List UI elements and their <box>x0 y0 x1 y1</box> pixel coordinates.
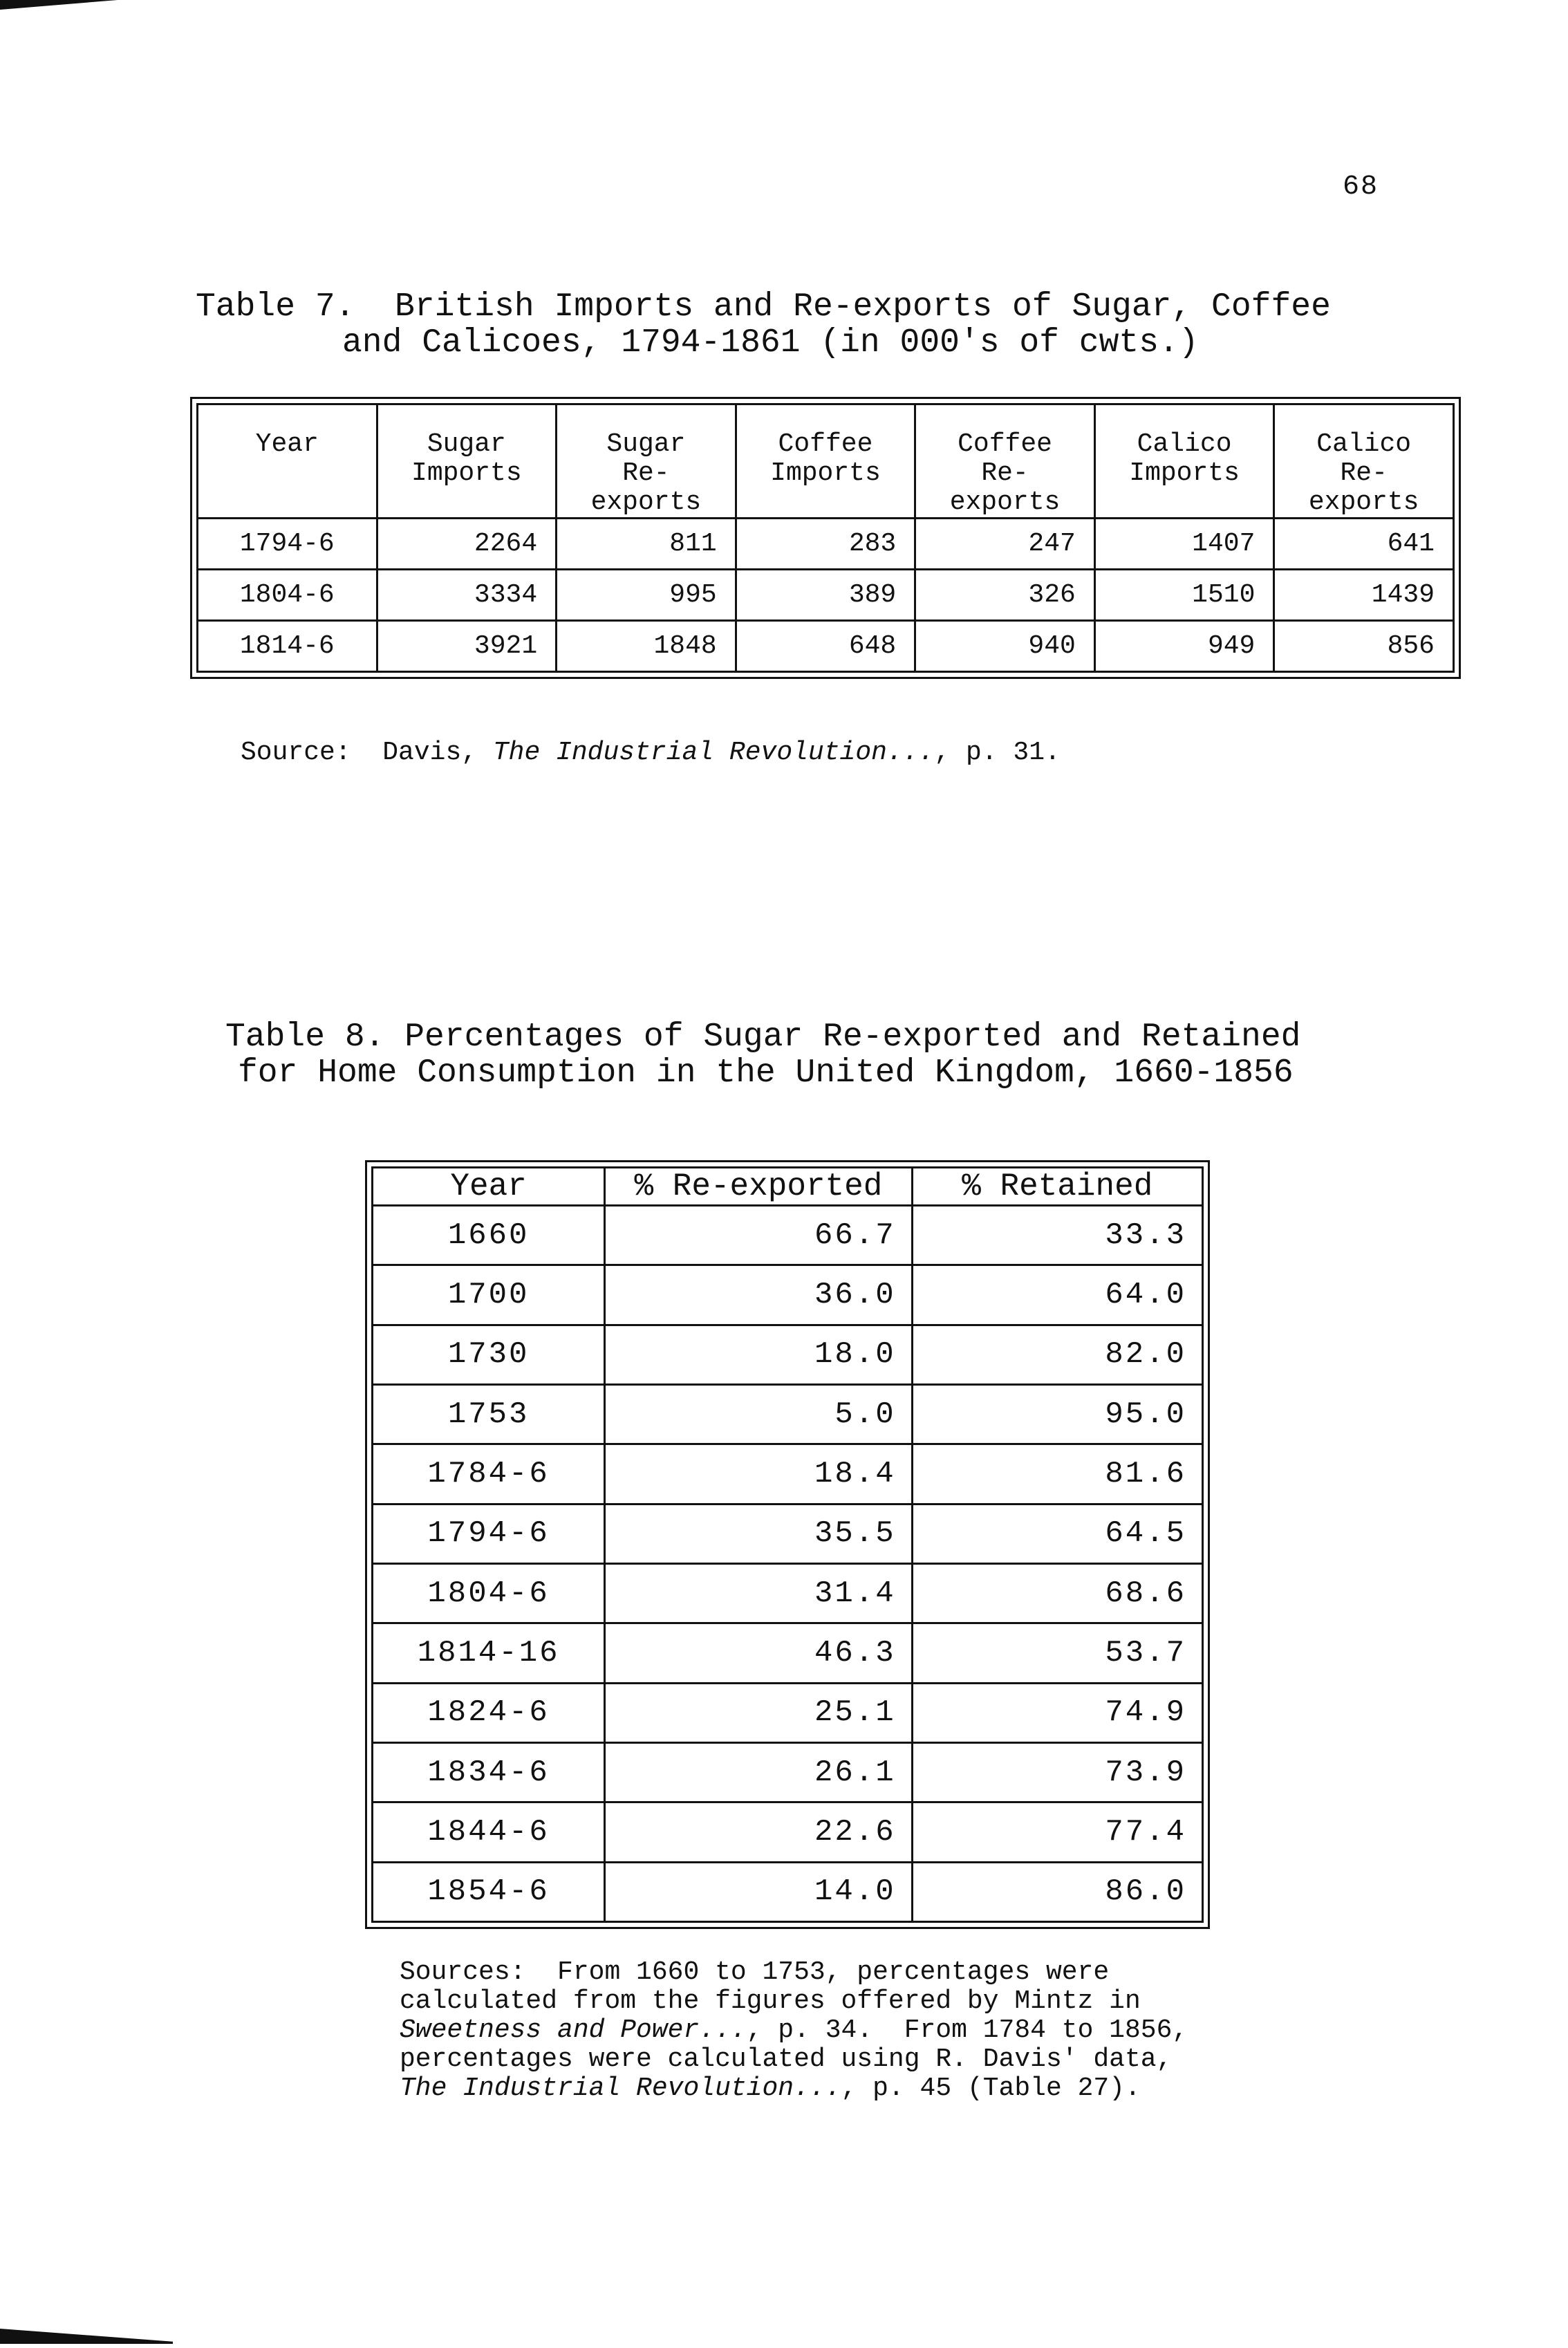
scan-edge-mark-bottom <box>0 2329 173 2344</box>
table7-value-cell: 2264 <box>377 519 557 570</box>
table8-year-cell: 1660 <box>373 1206 605 1265</box>
table8-retained-cell: 73.9 <box>912 1742 1202 1802</box>
table7-value-cell: 389 <box>736 570 915 621</box>
table8-reexported-cell: 36.0 <box>605 1265 912 1325</box>
table7-source <box>241 738 1061 767</box>
table8-frame <box>365 1160 1210 1929</box>
table8-reexported-cell: 5.0 <box>605 1384 912 1444</box>
table8-row <box>373 1265 1203 1325</box>
table8-year-cell: 1854-6 <box>373 1862 605 1921</box>
table7 <box>196 403 1455 673</box>
table8-reexported-cell: 66.7 <box>605 1206 912 1265</box>
table7-column-header <box>736 404 915 519</box>
table7-header-row <box>198 404 1454 519</box>
table7-value-cell: 995 <box>557 570 736 621</box>
table8-caption-line1: Table 8. Percentages of Sugar Re-exported and Retained <box>225 1018 1301 1056</box>
table8-row <box>373 1563 1203 1623</box>
table7-value-cell: 247 <box>915 519 1095 570</box>
table7-value-cell: 949 <box>1094 621 1274 672</box>
table7-column-header <box>915 404 1095 519</box>
table8-reexported-cell: 31.4 <box>605 1563 912 1623</box>
table7-header-text: Re- <box>622 458 670 488</box>
table7-value-cell: 856 <box>1274 621 1454 672</box>
table8-year-cell: 1784-6 <box>373 1444 605 1504</box>
table8-year-cell: 1824-6 <box>373 1683 605 1742</box>
table8-source-book-title-1: Sweetness and Power... <box>400 2015 747 2045</box>
table8-caption <box>225 1019 1300 1091</box>
table8-reexported-cell: 18.0 <box>605 1325 912 1384</box>
table8-row <box>373 1802 1203 1862</box>
table7-header-text: Coffee <box>958 429 1052 459</box>
table8-row <box>373 1742 1203 1802</box>
table7-header-text: Re- <box>981 458 1029 488</box>
table8-source-line2: calculated from the figures offered by Mintz in <box>400 1986 1141 2016</box>
table7-value-cell: 1439 <box>1274 570 1454 621</box>
table8-reexported-cell: 14.0 <box>605 1862 912 1921</box>
table7-value-cell: 1407 <box>1094 519 1274 570</box>
table7-caption-line1: Table 7. British Imports and Re-exports of Sugar, Coffee <box>196 288 1331 326</box>
table7-header-text: Sugar <box>606 429 686 459</box>
table8-year-cell: 1844-6 <box>373 1802 605 1862</box>
table8-row <box>373 1325 1203 1384</box>
table7-value-cell: 326 <box>915 570 1095 621</box>
table8-column-header: Year <box>373 1168 605 1206</box>
table8-source <box>400 1958 1188 2103</box>
table7-year-cell: 1794-6 <box>198 519 377 570</box>
table8-caption-line2: for Home Consumption in the United Kingdom, 1660-1856 <box>238 1054 1294 1092</box>
table8-retained-cell: 64.0 <box>912 1265 1202 1325</box>
table7-header-text: Imports <box>1129 458 1240 488</box>
page-number: 68 <box>1343 171 1379 203</box>
table8-source-line4: percentages were calculated using R. Davis' data, <box>400 2044 1173 2074</box>
table7-header-text: Coffee <box>778 429 873 459</box>
table8-retained-cell: 95.0 <box>912 1384 1202 1444</box>
table8-year-cell: 1814-16 <box>373 1623 605 1683</box>
table8-retained-cell: 53.7 <box>912 1623 1202 1683</box>
table8-retained-cell: 81.6 <box>912 1444 1202 1504</box>
table7-source-suffix: , p. 31. <box>934 738 1061 767</box>
table8-row <box>373 1384 1203 1444</box>
table8-year-cell: 1700 <box>373 1265 605 1325</box>
table7-value-cell: 283 <box>736 519 915 570</box>
table7-row <box>198 621 1454 672</box>
table8-row <box>373 1444 1203 1504</box>
table7-value-cell: 648 <box>736 621 915 672</box>
table8-source-book-title-2: The Industrial Revolution... <box>400 2074 841 2103</box>
table7-value-cell: 3921 <box>377 621 557 672</box>
table7-header-text: exports <box>949 487 1061 517</box>
table7-header-text: Calico <box>1316 429 1412 459</box>
table8-reexported-cell: 22.6 <box>605 1802 912 1862</box>
table7-header-text: Calico <box>1137 429 1232 459</box>
table7-header-text: Sugar <box>427 429 506 459</box>
table8-year-cell: 1804-6 <box>373 1563 605 1623</box>
table8-retained-cell: 64.5 <box>912 1504 1202 1563</box>
table7-header-text: Imports <box>770 458 881 488</box>
table7-column-header <box>557 404 736 519</box>
table7-header-text: exports <box>590 487 702 517</box>
table8-year-cell: 1834-6 <box>373 1742 605 1802</box>
table7-row <box>198 519 1454 570</box>
table7-column-header <box>1274 404 1454 519</box>
table8-year-cell: 1730 <box>373 1325 605 1384</box>
table7-value-cell: 3334 <box>377 570 557 621</box>
table7-caption-line2: and Calicoes, 1794-1861 (in 000's of cwts.) <box>342 324 1199 362</box>
table8-header-row <box>373 1168 1203 1206</box>
table8-source-line3-rest: , p. 34. From 1784 to 1856, <box>746 2015 1188 2045</box>
table8-row <box>373 1623 1203 1683</box>
table8-reexported-cell: 46.3 <box>605 1623 912 1683</box>
table7-value-cell: 1848 <box>557 621 736 672</box>
table8-column-header: % Retained <box>912 1168 1202 1206</box>
table7-header-text: exports <box>1308 487 1419 517</box>
table8-retained-cell: 33.3 <box>912 1206 1202 1265</box>
table8-year-cell: 1753 <box>373 1384 605 1444</box>
table7-row <box>198 570 1454 621</box>
table8-retained-cell: 74.9 <box>912 1683 1202 1742</box>
table8-row <box>373 1206 1203 1265</box>
table8-column-header: % Re-exported <box>605 1168 912 1206</box>
table7-header-text: Imports <box>411 458 522 488</box>
table8-source-line5-rest: , p. 45 (Table 27). <box>841 2074 1141 2103</box>
scan-edge-mark-top <box>0 0 118 10</box>
table7-value-cell: 641 <box>1274 519 1454 570</box>
table8-retained-cell: 68.6 <box>912 1563 1202 1623</box>
table7-column-header <box>377 404 557 519</box>
table7-value-cell: 940 <box>915 621 1095 672</box>
table8-retained-cell: 86.0 <box>912 1862 1202 1921</box>
table7-source-prefix: Source: Davis, <box>241 738 493 767</box>
table8-retained-cell: 77.4 <box>912 1802 1202 1862</box>
table8-reexported-cell: 18.4 <box>605 1444 912 1504</box>
table7-caption <box>196 289 1331 361</box>
table7-frame <box>190 397 1461 679</box>
table8-source-line1: Sources: From 1660 to 1753, percentages were <box>400 1957 1110 1987</box>
table7-column-header <box>198 404 377 519</box>
table7-source-title: The Industrial Revolution... <box>492 738 935 767</box>
table8-retained-cell: 82.0 <box>912 1325 1202 1384</box>
table8-reexported-cell: 26.1 <box>605 1742 912 1802</box>
table7-year-cell: 1814-6 <box>198 621 377 672</box>
table8 <box>371 1166 1204 1923</box>
table7-column-header <box>1094 404 1274 519</box>
table7-header-text: Year <box>255 429 319 459</box>
table7-value-cell: 811 <box>557 519 736 570</box>
table7-value-cell: 1510 <box>1094 570 1274 621</box>
table8-reexported-cell: 35.5 <box>605 1504 912 1563</box>
table8-row <box>373 1504 1203 1563</box>
table7-year-cell: 1804-6 <box>198 570 377 621</box>
table7-header-text: Re- <box>1340 458 1388 488</box>
table8-row <box>373 1683 1203 1742</box>
table8-row <box>373 1862 1203 1921</box>
table8-year-cell: 1794-6 <box>373 1504 605 1563</box>
table8-reexported-cell: 25.1 <box>605 1683 912 1742</box>
